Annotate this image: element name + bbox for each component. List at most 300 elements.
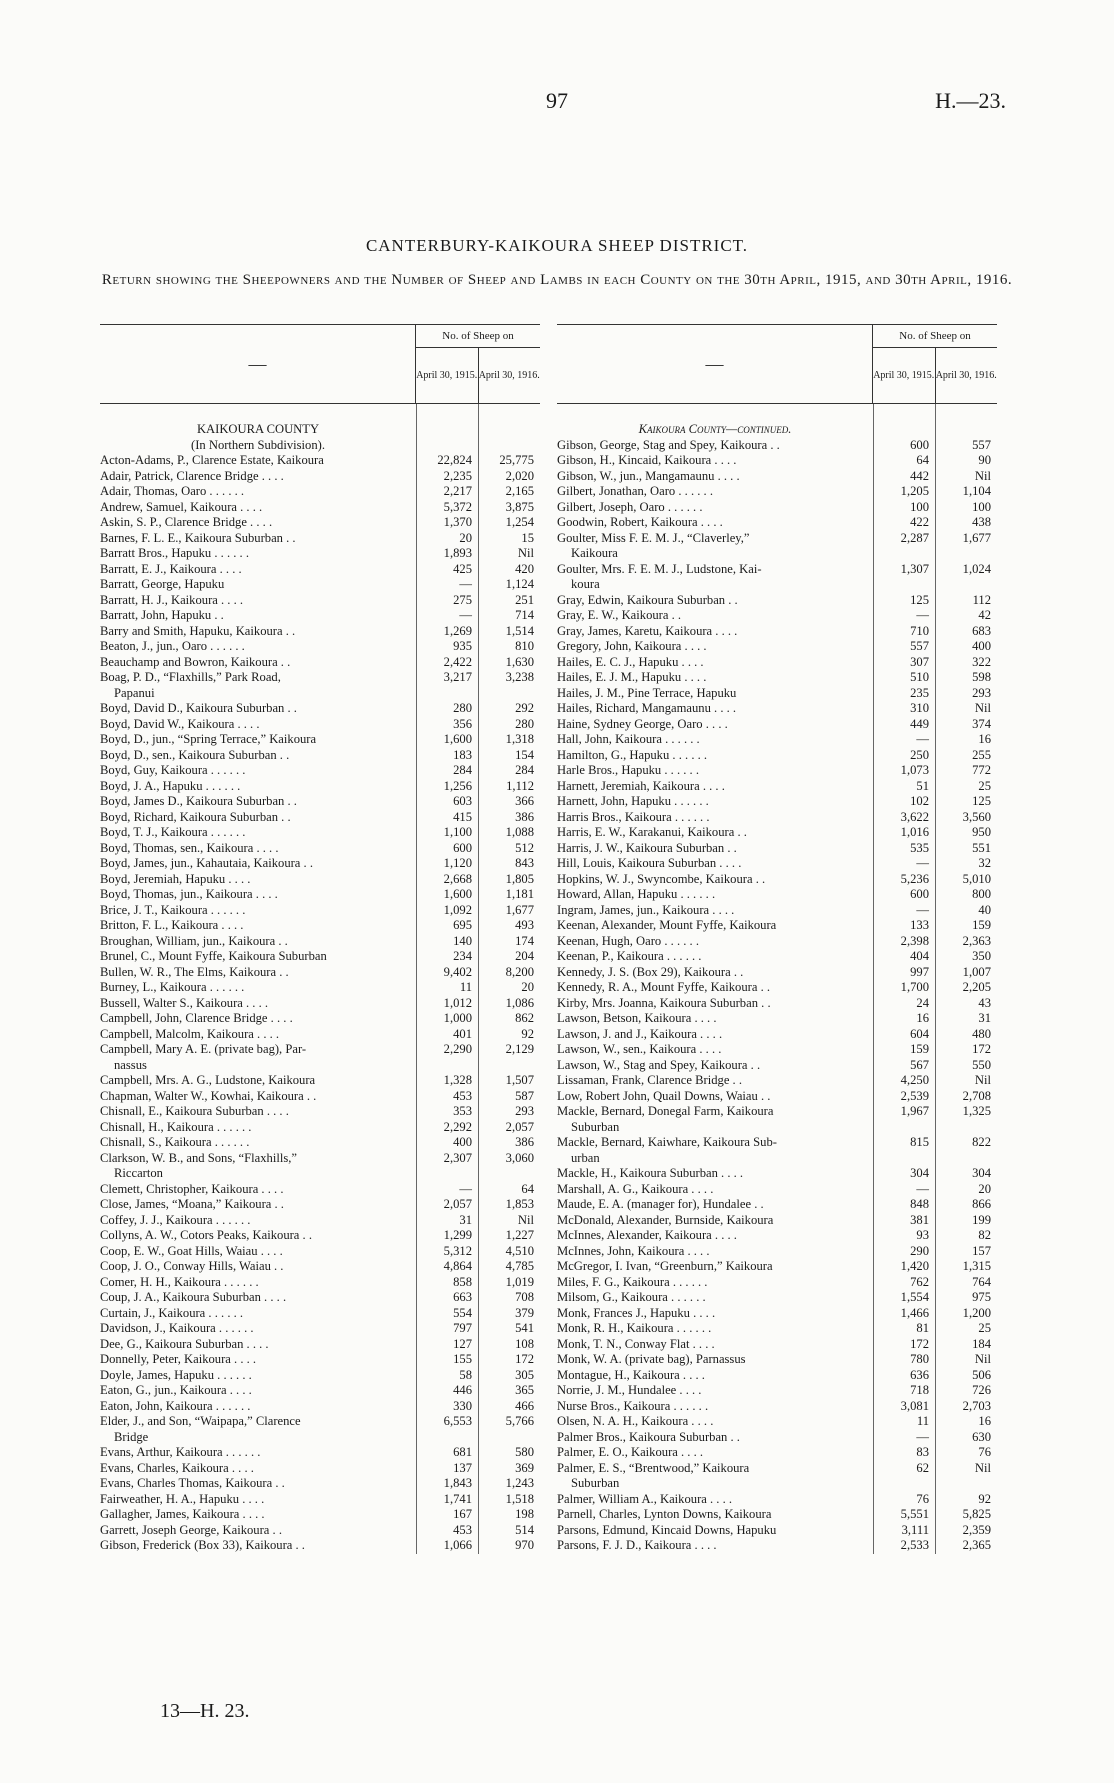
owner-name: Kaikoura <box>571 546 618 560</box>
table-row <box>557 949 997 965</box>
sheep-1916 <box>935 546 997 562</box>
table-row <box>557 732 997 748</box>
owner-name: Collyns, A. W., Cotors Peaks, Kaikoura . . <box>100 1228 312 1242</box>
page-number: 97 <box>546 88 568 113</box>
sheep-1916: 15 <box>521 530 534 545</box>
table-row <box>100 515 540 531</box>
owner-name: Keenan, Alexander, Mount Fyffe, Kaikoura <box>557 918 777 932</box>
sheep-1916: 843 <box>515 856 534 870</box>
table-row <box>557 887 997 903</box>
sheep-1916: 42 <box>978 608 991 622</box>
header-dash: — <box>557 325 873 403</box>
sheep-1915: 422 <box>910 515 929 529</box>
sheep-1916: 630 <box>972 1429 991 1444</box>
sheep-1915: 604 <box>910 1026 929 1041</box>
owner-name: Harris, E. W., Karakanui, Kaikoura . . <box>557 825 747 839</box>
owner-name: Burney, L., Kaikoura . . . . . . <box>100 980 245 994</box>
sheep-1915: 1,256 <box>443 778 472 793</box>
owner-name: Boyd, T. J., Kaikoura . . . . . . <box>100 825 246 839</box>
header-col-1915: April 30, 1915. <box>873 370 935 381</box>
sheep-1915: 81 <box>916 1321 929 1335</box>
owner-name: koura <box>571 577 600 591</box>
sheep-1915: 710 <box>910 623 929 638</box>
table-row <box>557 810 997 826</box>
sheep-1915: — <box>459 1181 472 1196</box>
owner-name: Curtain, J., Kaikoura . . . . . . <box>100 1305 244 1320</box>
sheep-1916: 251 <box>515 592 534 607</box>
sheep-1915: 1,120 <box>443 856 472 870</box>
owner-name: Lawson, J. and J., Kaikoura . . . . <box>557 1026 723 1041</box>
table-row <box>100 655 540 671</box>
table-row <box>100 1275 540 1291</box>
sheep-1915: 356 <box>453 716 472 731</box>
table-row <box>557 670 997 686</box>
table-row <box>100 701 540 717</box>
sheep-1916: 587 <box>515 1088 534 1103</box>
sheep-1916: 3,875 <box>505 499 534 514</box>
table-row <box>557 639 997 655</box>
sheep-1915: 718 <box>910 1383 929 1397</box>
sheep-1916: 1,518 <box>505 1491 534 1506</box>
sheep-1916: 25 <box>978 1321 991 1335</box>
owner-name: Montague, H., Kaikoura . . . . <box>557 1367 705 1382</box>
table-row <box>100 639 540 655</box>
owner-name: Beauchamp and Bowron, Kaikoura . . <box>100 654 291 669</box>
owner-name: Palmer, E. O., Kaikoura . . . . <box>557 1445 704 1459</box>
owner-name: Hailes, E. J. M., Hapuku . . . . <box>557 670 707 684</box>
sheep-1915: 1,269 <box>443 623 472 638</box>
sheep-1915: 83 <box>916 1445 929 1459</box>
table-row <box>557 1306 997 1322</box>
owner-name: Palmer, E. S., “Brentwood,” Kaikoura <box>557 1460 750 1475</box>
table-row <box>557 841 997 857</box>
sheep-1916: 16 <box>978 1414 991 1428</box>
owner-name: Monk, R. H., Kaikoura . . . . . . <box>557 1321 712 1335</box>
owner-name: Papanui <box>114 685 155 700</box>
sheep-1915 <box>416 1430 478 1446</box>
sheep-1915: 1,100 <box>443 825 472 839</box>
sheep-1915: 400 <box>453 1135 472 1149</box>
right-column <box>557 324 997 1554</box>
owner-name: Clarkson, W. B., and Sons, “Flaxhills,” <box>100 1150 297 1165</box>
sheep-1915: 446 <box>453 1383 472 1397</box>
table-row <box>100 1213 540 1229</box>
sheep-1916: 3,060 <box>505 1150 534 1165</box>
owner-name: Monk, Frances J., Hapuku . . . . <box>557 1305 716 1320</box>
sheep-1916: 20 <box>978 1181 991 1196</box>
owner-name: Boyd, Thomas, jun., Kaikoura . . . . <box>100 887 278 901</box>
owner-name: Evans, Arthur, Kaikoura . . . . . . <box>100 1445 261 1459</box>
owner-name: Britton, F. L., Kaikoura . . . . <box>100 918 244 932</box>
table-row <box>100 1120 540 1136</box>
sheep-1916: 1,104 <box>962 484 991 498</box>
table-row <box>100 1383 540 1399</box>
section-heading-text: Kaikoura County—continued. <box>638 422 792 436</box>
sheep-1915: 304 <box>910 1166 929 1180</box>
sheep-1915: 159 <box>910 1042 929 1056</box>
sheep-1916: 4,510 <box>505 1243 534 1258</box>
owner-name: Low, Robert John, Quail Downs, Waiau . . <box>557 1088 771 1103</box>
table-header <box>100 324 540 404</box>
table-row-continuation <box>557 546 997 562</box>
table-row <box>557 1368 997 1384</box>
owner-name: Monk, T. N., Conway Flat . . . . <box>557 1336 715 1351</box>
sheep-1916 <box>478 1166 540 1182</box>
sheep-1916: 512 <box>515 840 534 855</box>
table-row <box>557 484 997 500</box>
sheep-1915: 425 <box>453 561 472 576</box>
sheep-1916: 557 <box>972 437 991 452</box>
owner-name: Howard, Allan, Hapuku . . . . . . <box>557 887 716 901</box>
table-row <box>557 515 997 531</box>
owner-name: Barratt, John, Hapuku . . <box>100 608 224 622</box>
owner-name: Olsen, N. A. H., Kaikoura . . . . <box>557 1414 714 1428</box>
table-row <box>557 593 997 609</box>
owner-name: Barratt, H. J., Kaikoura . . . . <box>100 592 244 607</box>
sheep-1915 <box>873 577 935 593</box>
table-row <box>100 1228 540 1244</box>
sheep-1916: 1,805 <box>505 871 534 886</box>
sheep-1915: 11 <box>916 1414 929 1428</box>
sheep-1915: 4,250 <box>900 1073 929 1087</box>
owner-name: Lawson, W., sen., Kaikoura . . . . <box>557 1042 722 1056</box>
sheep-1915: 1,893 <box>443 546 472 560</box>
owner-name: Keenan, P., Kaikoura . . . . . . <box>557 949 702 963</box>
sheep-1916: 1,677 <box>962 530 991 545</box>
table-row <box>557 872 997 888</box>
owner-name: Boyd, David W., Kaikoura . . . . <box>100 716 260 731</box>
table-row <box>100 918 540 934</box>
sheep-1915 <box>873 1151 935 1167</box>
sheep-1916: 514 <box>515 1522 534 1537</box>
table-row <box>557 980 997 996</box>
sheep-1915: 2,398 <box>900 933 929 948</box>
sheep-1915: 51 <box>916 778 929 793</box>
sheep-1916: 379 <box>515 1305 534 1320</box>
sheep-1916: 714 <box>515 608 534 622</box>
sheep-1916: 174 <box>515 933 534 948</box>
sheep-1915: 2,217 <box>443 484 472 498</box>
sheep-1915: 695 <box>453 918 472 932</box>
sheep-1915: 5,236 <box>900 871 929 886</box>
page-footer: 13—H. 23. <box>160 1700 250 1722</box>
table-row <box>100 996 540 1012</box>
owner-name: Donnelly, Peter, Kaikoura . . . . <box>100 1352 257 1366</box>
owner-name: Coop, E. W., Goat Hills, Waiau . . . . <box>100 1243 283 1258</box>
sheep-1915: 600 <box>910 437 929 452</box>
sheep-1915 <box>416 1058 478 1074</box>
sheep-1915: 100 <box>910 499 929 514</box>
sheep-1915: 1,700 <box>900 980 929 994</box>
sheep-1916: 157 <box>972 1243 991 1258</box>
owner-name: Garrett, Joseph George, Kaikoura . . <box>100 1522 282 1537</box>
sheep-1916: 20 <box>521 980 534 994</box>
sheep-1915: 155 <box>453 1352 472 1366</box>
owner-name: Goulter, Miss F. E. M. J., “Claverley,” <box>557 530 750 545</box>
table-row <box>557 1507 997 1523</box>
table-row <box>100 1461 540 1477</box>
table-row <box>100 949 540 965</box>
sheep-1916: 5,825 <box>962 1507 991 1521</box>
sheep-1915: 125 <box>910 592 929 607</box>
table-row <box>557 1383 997 1399</box>
sheep-1916: 1,181 <box>505 887 534 901</box>
sheep-1915 <box>416 686 478 702</box>
sheep-1915: 1,000 <box>443 1011 472 1025</box>
sheep-1916 <box>478 686 540 702</box>
table-row <box>557 1430 997 1446</box>
sheep-1916: 16 <box>978 732 991 746</box>
sheep-1916: 400 <box>972 639 991 653</box>
owner-name: Close, James, “Moana,” Kaikoura . . <box>100 1197 284 1211</box>
sheep-1915: 20 <box>459 530 472 545</box>
sheep-1916: 32 <box>978 856 991 870</box>
sheep-1916: 2,703 <box>962 1398 991 1413</box>
sheep-1915 <box>873 546 935 562</box>
sheep-1916: 2,365 <box>962 1538 991 1552</box>
sheep-1916: 1,315 <box>962 1259 991 1273</box>
owner-name: Parsons, Edmund, Kincaid Downs, Hapuku <box>557 1522 777 1537</box>
sheep-1916: 822 <box>972 1135 991 1149</box>
table-row <box>100 1445 540 1461</box>
sheep-1916: 2,129 <box>505 1042 534 1056</box>
table-row <box>100 779 540 795</box>
sheep-1915: 11 <box>459 980 472 994</box>
table-row-continuation <box>100 1058 540 1074</box>
sheep-1915: 5,312 <box>443 1243 472 1258</box>
sheep-1916: 198 <box>515 1507 534 1521</box>
section-heading-text: (In Northern Subdivision). <box>191 437 325 452</box>
sheep-1915: 127 <box>453 1336 472 1351</box>
table-row <box>100 1337 540 1353</box>
owner-name: Gibson, George, Stag and Spey, Kaikoura . . <box>557 437 780 452</box>
table-row-continuation <box>100 1430 540 1446</box>
sheep-1916: 172 <box>972 1042 991 1056</box>
table-row <box>100 1042 540 1058</box>
sheep-1916: 551 <box>972 840 991 855</box>
table-row <box>100 1011 540 1027</box>
sheep-1916 <box>935 577 997 593</box>
owner-name: Chapman, Walter W., Kowhai, Kaikoura . . <box>100 1088 317 1103</box>
sheep-1916 <box>935 1151 997 1167</box>
sheep-1915: 133 <box>910 918 929 932</box>
owner-name: Andrew, Samuel, Kaikoura . . . . <box>100 499 263 514</box>
owner-name: Boyd, J. A., Hapuku . . . . . . <box>100 778 241 793</box>
table-row <box>557 438 997 454</box>
sheep-1916: 598 <box>972 670 991 684</box>
sheep-1916: 1,677 <box>505 902 534 917</box>
table-row <box>100 593 540 609</box>
table-row <box>100 500 540 516</box>
table-row <box>557 1027 997 1043</box>
sheep-1916: 5,010 <box>962 871 991 886</box>
sheep-1916: 466 <box>515 1398 534 1413</box>
sheep-1915: 453 <box>453 1088 472 1103</box>
table-row <box>100 1306 540 1322</box>
sheep-1915: — <box>916 732 929 746</box>
table-row <box>557 531 997 547</box>
sheep-1915: 1,600 <box>443 732 472 746</box>
sheep-1915: 167 <box>453 1507 472 1521</box>
sheep-1916: 862 <box>515 1011 534 1025</box>
table-row <box>100 670 540 686</box>
sheep-1915: 2,422 <box>443 654 472 669</box>
table-row <box>100 748 540 764</box>
owner-name: Gallagher, James, Kaikoura . . . . <box>100 1507 265 1521</box>
sheep-1916: 125 <box>972 794 991 808</box>
sheep-1916: 2,205 <box>962 980 991 994</box>
table-row <box>100 903 540 919</box>
table-row <box>557 1073 997 1089</box>
sheep-1915: 603 <box>453 794 472 808</box>
sheep-1915 <box>873 1476 935 1492</box>
sheep-1915: 1,307 <box>900 561 929 576</box>
owner-name: Campbell, Mrs. A. G., Ludstone, Kaikoura <box>100 1073 316 1087</box>
table-row <box>100 531 540 547</box>
sheep-1915: 137 <box>453 1460 472 1475</box>
table-row <box>100 484 540 500</box>
table-row <box>557 1011 997 1027</box>
sheep-1916: 1,007 <box>962 964 991 979</box>
sheep-1916: 40 <box>978 902 991 917</box>
table-row <box>557 1058 997 1074</box>
sheep-1915: 235 <box>910 685 929 700</box>
owner-name: Kennedy, R. A., Mount Fyffe, Kaikoura . . <box>557 980 771 994</box>
table-row <box>100 1538 540 1554</box>
owner-name: Norrie, J. M., Hundalee . . . . <box>557 1383 702 1397</box>
table-row <box>100 1507 540 1523</box>
owner-name: Clemett, Christopher, Kaikoura . . . . <box>100 1181 284 1196</box>
sheep-1916: 580 <box>515 1445 534 1459</box>
sheep-1916: 8,200 <box>505 964 534 979</box>
sheep-1915: — <box>916 1181 929 1196</box>
owner-name: Gibson, W., jun., Mangamaunu . . . . <box>557 468 740 483</box>
right-table-body <box>557 404 997 1554</box>
owner-name: Gray, Edwin, Kaikoura Suburban . . <box>557 592 738 607</box>
owner-name: Gibson, Frederick (Box 33), Kaikoura . . <box>100 1538 305 1552</box>
document-title: CANTERBURY-KAIKOURA SHEEP DISTRICT. <box>365 236 749 255</box>
owner-name: Dee, G., Kaikoura Suburban . . . . <box>100 1336 269 1351</box>
table-row <box>557 1135 997 1151</box>
sheep-1915: 600 <box>453 840 472 855</box>
sheep-1916: 82 <box>978 1228 991 1242</box>
sheep-1915: 2,539 <box>900 1088 929 1103</box>
sheep-1916: 2,708 <box>962 1088 991 1103</box>
sheep-1915: 1,370 <box>443 515 472 529</box>
owner-name: Boyd, Jeremiah, Hapuku . . . . <box>100 871 251 886</box>
owner-name: Mackle, H., Kaikoura Suburban . . . . <box>557 1166 744 1180</box>
sheep-1916: 3,238 <box>505 670 534 684</box>
sheep-1915: 636 <box>910 1367 929 1382</box>
owner-name: Milsom, G., Kaikoura . . . . . . <box>557 1290 706 1304</box>
sheep-1915: — <box>459 608 472 622</box>
owner-name: Gilbert, Joseph, Oaro . . . . . . <box>557 499 703 514</box>
table-row <box>557 1492 997 1508</box>
header-group-label: No. of Sheep on <box>416 325 540 348</box>
sheep-1916: 369 <box>515 1460 534 1475</box>
sheep-1916: 970 <box>515 1538 534 1552</box>
section-heading <box>100 438 540 454</box>
sheep-1916: 1,243 <box>505 1476 534 1490</box>
sheep-1916: 92 <box>521 1026 534 1041</box>
sheep-1916: Nil <box>517 1212 534 1227</box>
table-row <box>557 825 997 841</box>
table-row <box>100 1135 540 1151</box>
table-row <box>100 717 540 733</box>
sheep-1915: 172 <box>910 1336 929 1351</box>
header-col-1916: April 30, 1916. <box>935 348 998 403</box>
owner-name: Eaton, G., jun., Kaikoura . . . . <box>100 1383 252 1397</box>
sheep-1916: 25 <box>978 778 991 793</box>
sheep-1915: 449 <box>910 716 929 731</box>
table-row <box>557 996 997 1012</box>
owner-name: Suburban <box>571 1476 620 1490</box>
sheep-1916: 866 <box>972 1197 991 1211</box>
sheep-1916: 199 <box>972 1212 991 1227</box>
sheep-1916: 493 <box>515 918 534 932</box>
sheep-1916: 1,507 <box>505 1073 534 1087</box>
sheep-1916: 5,766 <box>505 1414 534 1428</box>
left-table-body <box>100 404 540 1554</box>
owner-name: Bridge <box>114 1429 149 1444</box>
sheep-1915: 1,843 <box>443 1476 472 1490</box>
sheep-1915: 1,299 <box>443 1228 472 1242</box>
owner-name: Eaton, John, Kaikoura . . . . . . <box>100 1398 251 1413</box>
sheep-1916: 950 <box>972 825 991 839</box>
sheep-1916: 2,057 <box>505 1119 534 1134</box>
table-row <box>100 1073 540 1089</box>
sheep-1916: 112 <box>972 592 991 607</box>
sheep-1915: 58 <box>459 1367 472 1382</box>
sheep-1916: 293 <box>972 685 991 700</box>
table-row <box>557 701 997 717</box>
sheep-1916: 255 <box>972 747 991 762</box>
owner-name: Parsons, F. J. D., Kaikoura . . . . <box>557 1538 717 1552</box>
sheep-1915: 780 <box>910 1352 929 1366</box>
sheep-1915: 16 <box>916 1011 929 1025</box>
owner-name: Evans, Charles Thomas, Kaikoura . . <box>100 1476 285 1490</box>
sheep-1916: 480 <box>972 1026 991 1041</box>
owner-name: Boyd, Thomas, sen., Kaikoura . . . . <box>100 840 279 855</box>
table-row <box>557 500 997 516</box>
owner-name: Suburban <box>571 1119 620 1134</box>
table-row <box>557 779 997 795</box>
sheep-1915: 64 <box>916 453 929 467</box>
sheep-1916 <box>935 1120 997 1136</box>
table-row <box>100 965 540 981</box>
table-row <box>557 794 997 810</box>
owner-name: Harnett, John, Hapuku . . . . . . <box>557 794 709 808</box>
owner-name: Hall, John, Kaikoura . . . . . . <box>557 732 700 746</box>
owner-name: Chisnall, E., Kaikoura Suburban . . . . <box>100 1104 289 1118</box>
sheep-1915 <box>416 1166 478 1182</box>
sheep-1916: 350 <box>972 949 991 963</box>
sheep-1916: 280 <box>515 716 534 731</box>
owner-name: Coffey, J. J., Kaikoura . . . . . . <box>100 1212 251 1227</box>
owner-name: Lawson, W., Stag and Spey, Kaikoura . . <box>557 1057 761 1072</box>
table-row <box>100 1244 540 1260</box>
sheep-1915: 2,292 <box>443 1119 472 1134</box>
owner-name: Harle Bros., Hapuku . . . . . . <box>557 763 700 777</box>
owner-name: Maude, E. A. (manager for), Hundalee . . <box>557 1197 764 1211</box>
sheep-1916: 1,325 <box>962 1104 991 1118</box>
owner-name: Riccarton <box>114 1166 163 1180</box>
sheep-1915: 453 <box>453 1522 472 1537</box>
sheep-1916: 1,086 <box>505 995 534 1010</box>
owner-name: Campbell, Mary A. E. (private bag), Par- <box>100 1042 307 1056</box>
table-row <box>100 1476 540 1492</box>
sheep-1916: 1,853 <box>505 1197 534 1211</box>
